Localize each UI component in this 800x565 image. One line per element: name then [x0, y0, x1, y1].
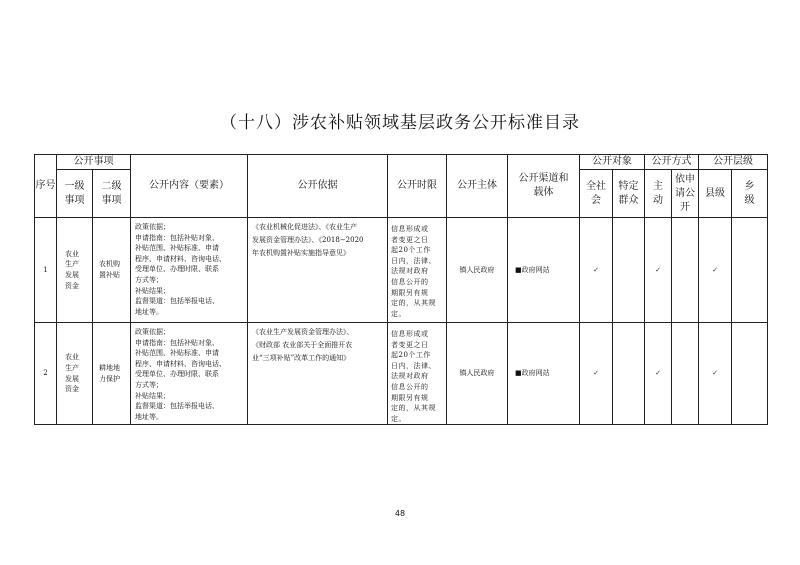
- header-level: 公开层级: [699, 155, 768, 170]
- header-seq: 序号: [35, 155, 57, 218]
- row-target-all-check: ✓: [580, 323, 613, 425]
- disclosure-catalog-table: [34, 154, 768, 425]
- header-level2: 二级事项: [93, 170, 131, 218]
- header-target-specific: 特定群众: [613, 170, 645, 218]
- row-mode-apply-check: [672, 218, 699, 323]
- header-channel: 公开渠道和载体: [508, 155, 580, 218]
- row-level-county-check: ✓: [699, 218, 732, 323]
- table-row: [35, 323, 768, 425]
- row-target-all-check: ✓: [580, 218, 613, 323]
- header-matters: 公开事项: [57, 155, 131, 170]
- header-level-county: 县级: [699, 170, 732, 218]
- row-subject: 镇人民政府: [447, 323, 508, 425]
- row-level-township-check: [732, 218, 768, 323]
- row-time-limit: 信息形成或 者变更之日 起20个工作 日内，法律、 法规对政府 信息公开的 期限另有规 定的，从其规 定。: [388, 218, 447, 323]
- row-basis: 《农业生产发展资金管理办法》、 《财政部 农业部关于全面推开农 业“三项补贴”改革工作的通知》: [248, 323, 388, 425]
- header-time-limit: 公开时限: [388, 155, 447, 218]
- row-level-county-check: ✓: [699, 323, 732, 425]
- row-seq: 1: [35, 218, 57, 323]
- row-mode-apply-check: [672, 323, 699, 425]
- row-mode-active-check: ✓: [645, 218, 672, 323]
- row-content: 政策依据； 申请指南：包括补贴对象、 补贴范围、补贴标准、申请 程序、申请材料、咨询电话、 受理单位、办理时限、联系 方式等； 补贴结果； 监督渠道：包括举报电话、 地址等。: [131, 218, 248, 323]
- header-target: 公开对象: [580, 155, 645, 170]
- row-level-township-check: [732, 323, 768, 425]
- row-target-specific-check: [613, 323, 645, 425]
- row-channel: ■政府网站: [508, 323, 580, 425]
- row-level1: 农业生产发展资金: [57, 323, 93, 425]
- header-basis: 公开依据: [248, 155, 388, 218]
- header-mode-active: 主动: [645, 170, 672, 218]
- row-level2: 耕地地力保护: [93, 323, 131, 425]
- page-number: 48: [394, 509, 406, 518]
- header-subject: 公开主体: [447, 155, 508, 218]
- row-subject: 镇人民政府: [447, 218, 508, 323]
- header-level-township: 乡级: [732, 170, 768, 218]
- row-basis: 《农业机械化促进法》、《农业生产 发展资金管理办法》、《2018−2020 年农机购置补贴实施指导意见》: [248, 218, 388, 323]
- row-seq: 2: [35, 323, 57, 425]
- page-title: （十八）涉农补贴领域基层政务公开标准目录: [220, 113, 580, 133]
- table-row: [35, 218, 768, 323]
- row-level1: 农业生产发展资金: [57, 218, 93, 323]
- row-level2: 农机购置补贴: [93, 218, 131, 323]
- row-time-limit: 信息形成或 者变更之日 起20个工作 日内，法律、 法规对政府 信息公开的 期限另有规 定的，从其规 定。: [388, 323, 447, 425]
- header-content: 公开内容（要素）: [131, 155, 248, 218]
- header-mode: 公开方式: [645, 155, 699, 170]
- header-mode-apply: 依申请公开: [672, 170, 699, 218]
- header-target-all: 全社会: [580, 170, 613, 218]
- row-channel: ■政府网站: [508, 218, 580, 323]
- row-content: 政策依据； 申请指南：包括补贴对象、 补贴范围、补贴标准、申请 程序、申请材料、咨询电话、 受理单位、办理时限、联系 方式等； 补贴结果； 监督渠道：包括举报电话、 地址等。: [131, 323, 248, 425]
- row-mode-active-check: ✓: [645, 323, 672, 425]
- header-level1: 一级事项: [57, 170, 93, 218]
- row-target-specific-check: [613, 218, 645, 323]
